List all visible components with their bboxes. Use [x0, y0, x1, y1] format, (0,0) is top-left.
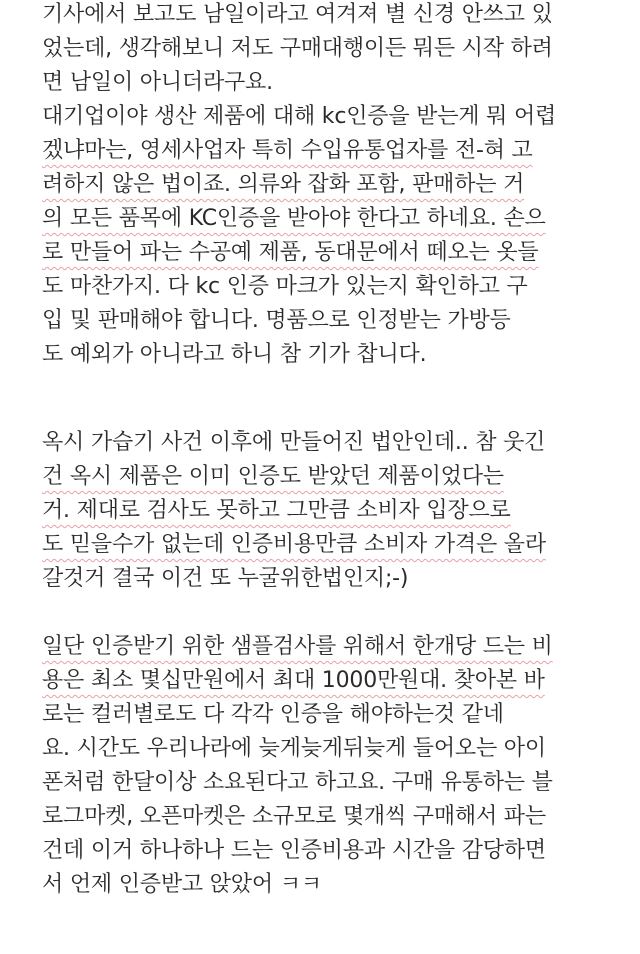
paragraph-3-line-7: 건데 이거 하나하나 드는 인증비용과 시간을 감당하면: [42, 838, 546, 863]
paragraph-1-line-8: 로 만들어 파는 수공예 제품, 동대문에서 떼오는 옷들: [42, 240, 539, 265]
paragraph-3-line-3: 로는 컬러별로도 다 각각 인증을 해야하는것 같네: [42, 702, 504, 727]
paragraph-1-line-7: 의 모든 품목에 KC인증을 받아야 한다고 하네요. 손으: [42, 206, 546, 231]
paragraph-1-line-10: 입 및 판매해야 합니다. 명품으로 인정받는 가방등: [42, 308, 511, 333]
paragraph-1-line-11: 도 예외가 아니라고 하니 참 기가 찹니다.: [42, 342, 427, 367]
paragraph-3-line-8: 서 언제 인증받고 앉았어 ㅋㅋ: [42, 872, 322, 897]
paragraph-2-line-3: 거. 제대로 검사도 못하고 그만큼 소비자 입장으로: [42, 498, 511, 523]
paragraph-3-line-4: 요. 시간도 우리나라에 늦게늦게뒤늦게 들어오는 아이: [42, 736, 546, 761]
paragraph-2-line-5: 갈것거 결국 이건 또 누굴위한법인지;-): [42, 566, 409, 591]
paragraph-1-line-3: 면 남일이 아니더라구요.: [42, 70, 273, 95]
paragraph-3-line-1: 일단 인증받기 위한 샘플검사를 위해서 한개당 드는 비: [42, 634, 553, 659]
paragraph-1-line-6: 려하지 않은 법이죠. 의류와 잡화 포함, 판매하는 거: [42, 172, 525, 197]
paragraph-1-line-2: 었는데, 생각해보니 저도 구매대행이든 뭐든 시작 하려: [42, 36, 553, 61]
paragraph-2-line-2: 건 옥시 제품은 이미 인증도 받았던 제품이었다는: [42, 464, 504, 489]
paragraph-3-line-2: 용은 최소 몇십만원에서 최대 1000만원대. 찾아본 바: [42, 668, 545, 693]
paragraph-1-line-9: 도 마찬가지. 다 kc 인증 마크가 있는지 확인하고 구: [42, 274, 528, 299]
paragraph-2-line-4: 도 믿을수가 없는데 인증비용만큼 소비자 가격은 올라: [42, 532, 546, 557]
paragraph-3-line-5: 폰처럼 한달이상 소요된다고 하고요. 구매 유통하는 블: [42, 770, 553, 795]
paragraph-1-line-1: 기사에서 보고도 남일이라고 여겨져 별 신경 안쓰고 있: [42, 2, 553, 27]
paragraph-1-line-5: 겠냐마는, 영세사업자 특히 수입유통업자를 전-혀 고: [42, 138, 533, 163]
paragraph-1-line-4: 대기업이야 생산 제품에 대해 kc인증을 받는게 뭐 어렵: [42, 104, 557, 129]
paragraph-2-line-1: 옥시 가습기 사건 이후에 만들어진 법안인데.. 참 웃긴: [42, 430, 546, 455]
paragraph-3-line-6: 로그마켓, 오픈마켓은 소규모로 몇개씩 구매해서 파는: [42, 804, 546, 829]
